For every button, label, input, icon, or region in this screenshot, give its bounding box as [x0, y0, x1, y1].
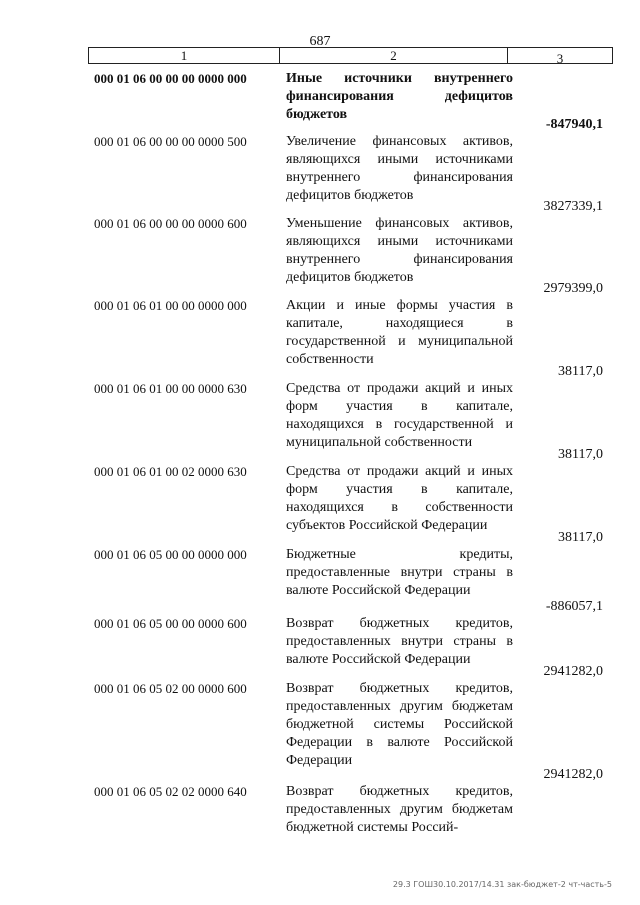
row-value-text: 38117,0 [558, 447, 603, 462]
row-code: 000 01 06 01 00 00 0000 630 [94, 381, 247, 396]
row-description: Возврат бюджетных кредитов, предоставленных другим бюджетам бюджетной системы Россий- [286, 784, 513, 835]
table-row [0, 70, 640, 133]
table-row [0, 615, 640, 680]
page-number: 687 [309, 34, 331, 49]
row-value [513, 215, 640, 297]
row-value [513, 783, 640, 843]
row-value [513, 133, 640, 215]
table-body [0, 70, 640, 843]
footer-reference: 29.3 ГОШ30.10.2017/14.31 зак-бюджет-2 чт-часть-5 [392, 880, 612, 889]
row-code: 000 01 06 05 00 00 0000 600 [94, 616, 247, 631]
row-code: 000 01 06 01 00 00 0000 000 [94, 298, 247, 313]
table-header [88, 47, 613, 64]
row-code: 000 01 06 00 00 00 0000 600 [94, 216, 247, 231]
row-code: 000 01 06 01 00 02 0000 630 [94, 464, 247, 479]
row-code: 000 01 06 05 02 00 0000 600 [94, 681, 247, 696]
row-code: 000 01 06 05 02 02 0000 640 [94, 784, 247, 799]
row-description: Уменьшение финансовых активов, являющихся иными источниками внутреннего финансирования дефицитов бюджетов [286, 216, 513, 285]
table-row [0, 783, 640, 843]
row-value-text: 38117,0 [558, 364, 603, 379]
row-value-text: 2979399,0 [543, 281, 603, 296]
row-value [513, 615, 640, 680]
row-description: Увеличение финансовых активов, являющихся иными источниками внутреннего финансирования дефицитов бюджетов [286, 134, 513, 203]
header-col-3: 3 [556, 51, 564, 66]
row-description: Бюджетные кредиты, предоставленные внутри страны в валюте Российской Федерации [286, 547, 513, 598]
row-value [513, 70, 640, 133]
table-row [0, 680, 640, 783]
row-value [513, 680, 640, 783]
row-code: 000 01 06 05 00 00 0000 000 [94, 547, 247, 562]
row-value-text: 2941282,0 [543, 767, 603, 782]
table-row [0, 297, 640, 380]
row-value-text: 3827339,1 [543, 199, 603, 214]
row-description: Возврат бюджетных кредитов, предоставленных внутри страны в валюте Российской Федерации [286, 616, 513, 667]
row-description: Акции и иные формы участия в капитале, находящиеся в государственной и муниципальной собственности [286, 298, 513, 367]
row-value [513, 297, 640, 380]
table-row [0, 215, 640, 297]
row-code: 000 01 06 00 00 00 0000 000 [94, 71, 247, 86]
row-value-text: 38117,0 [558, 530, 603, 545]
row-value [513, 463, 640, 546]
row-description: Средства от продажи акций и иных форм участия в капитале, находящихся в собственности субъектов Российской Федерации [286, 464, 513, 533]
table-row [0, 546, 640, 615]
row-code: 000 01 06 00 00 00 0000 500 [94, 134, 247, 149]
table-row [0, 133, 640, 215]
header-col-2: 2 [280, 48, 508, 63]
row-value [513, 380, 640, 463]
table-row [0, 380, 640, 463]
row-description: Возврат бюджетных кредитов, предоставленных другим бюджетам бюджетной системы Российской Федерации в валюте Российской Федерации [286, 681, 513, 768]
table-row [0, 463, 640, 546]
header-col-1: 1 [89, 48, 280, 63]
row-value [513, 546, 640, 615]
row-value-text: -886057,1 [545, 599, 603, 614]
row-value-text: 2941282,0 [543, 664, 603, 679]
row-value-text: -847940,1 [545, 117, 603, 132]
row-description: Средства от продажи акций и иных форм участия в капитале, находящихся в государственной и муниципальной собственности [286, 381, 513, 450]
row-description: Иные источники внутреннего финансирования дефицитов бюджетов [286, 71, 513, 122]
